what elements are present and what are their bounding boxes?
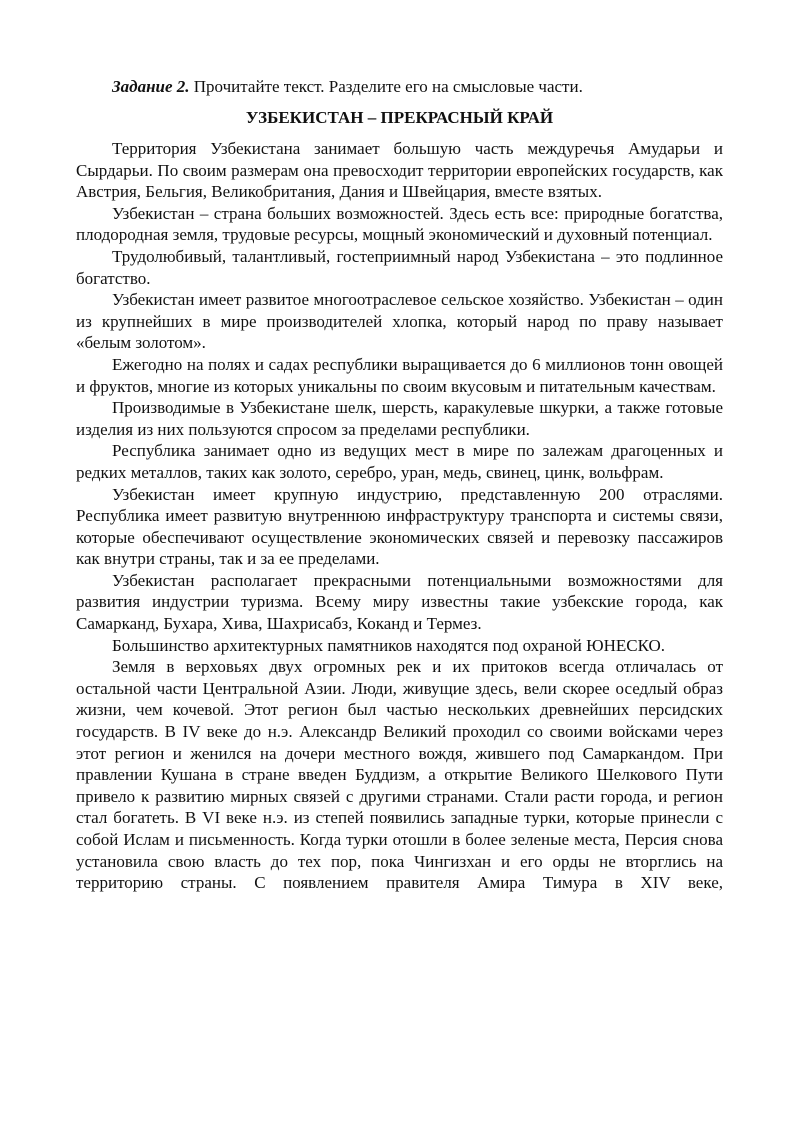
document-title: УЗБЕКИСТАН – ПРЕКРАСНЫЙ КРАЙ — [245, 108, 554, 127]
paragraph-history: Земля в верховьях двух огромных рек и их притоков всегда отличалась от остальной части Центральной Азии. Люди, живущие здесь, вели скорее оседлый образ жизни, чем кочевой. Этот регион был частью нескольких древнейших персидских государств. В IV веке до н.э. Александр Великий проходил со своими войсками через этот регион и женился на дочери местного вождя, жившего под Самаркандом. При правлении Кушана в стране введен Буддизм, а открытие Великого Шелкового Пути привело к развитию мирных связей с другими странами. Стали расти города, и регион стал богатеть. В VI веке н.э. из степей появились западные турки, которые принесли с собой Ислам и письменность. Когда турки отошли в более зеленые места, Персия снова установила свою власть до тех пор, пока Чингизхан и его орды не вторглись на территорию страны. С появлением правителя Амира Тимура в XIV веке, — [76, 657, 723, 893]
task-instruction — [76, 76, 723, 98]
task-label: Задание 2. — [112, 77, 190, 96]
paragraph-people: Трудолюбивый, талантливый, гостеприимный народ Узбекистана – это подлинное богатство. — [76, 246, 723, 288]
paragraph-silk: Производимые в Узбекистане шелк, шерсть, каракулевые шкурки, а также готовые изделия из них пользуются спросом за пределами республики. — [76, 398, 723, 439]
paragraph-industry: Узбекистан имеет крупную индустрию, представленную 200 отраслями. Республика имеет развитую внутреннюю инфраструктуру транспорта и системы связи, которые обеспечивают осуществление экономических связей и перевозку пассажиров как внутри страны, так и за ее пределами. — [76, 484, 723, 569]
paragraph-harvest: Ежегодно на полях и садах республики выращивается до 6 миллионов тонн овощей и фруктов, многие из которых уникальны по своим вкусовым и питательным качествам. — [76, 354, 723, 396]
paragraph-territory: Территория Узбекистана занимает большую часть междуречья Амударьи и Сырдарьи. По своим размерам она превосходит территории европейских государств, как Австрия, Бельгия, Великобритания, Дания и Швейцария, вместе взятых. — [76, 139, 723, 202]
paragraph-opportunities: Узбекистан – страна больших возможностей. Здесь есть все: природные богатства, плодородная земля, трудовые ресурсы, мощный экономический и духовный потенциал. — [76, 203, 723, 245]
paragraph-unesco: Большинство архитектурных памятников находятся под охраной ЮНЕСКО. — [112, 635, 666, 655]
paragraph-agriculture: Узбекистан имеет развитое многоотраслевое сельское хозяйство. Узбекистан – один из крупнейших в мире производителей хлопка, который народ по праву называет «белым золотом». — [76, 290, 723, 353]
paragraph-metals: Республика занимает одно из ведущих мест в мире по залежам драгоценных и редких металлов, таких как золото, серебро, уран, медь, свинец, цинк, вольфрам. — [76, 441, 723, 482]
paragraph-tourism: Узбекистан располагает прекрасными потенциальными возможностями для развития индустрии туризма. Всему миру известны такие узбекские города, как Самарканд, Бухара, Хива, Шахрисабз, Коканд и Термез. — [76, 570, 723, 634]
document-page — [76, 76, 723, 894]
task-text: Прочитайте текст. Разделите его на смысловые части. — [189, 77, 583, 96]
